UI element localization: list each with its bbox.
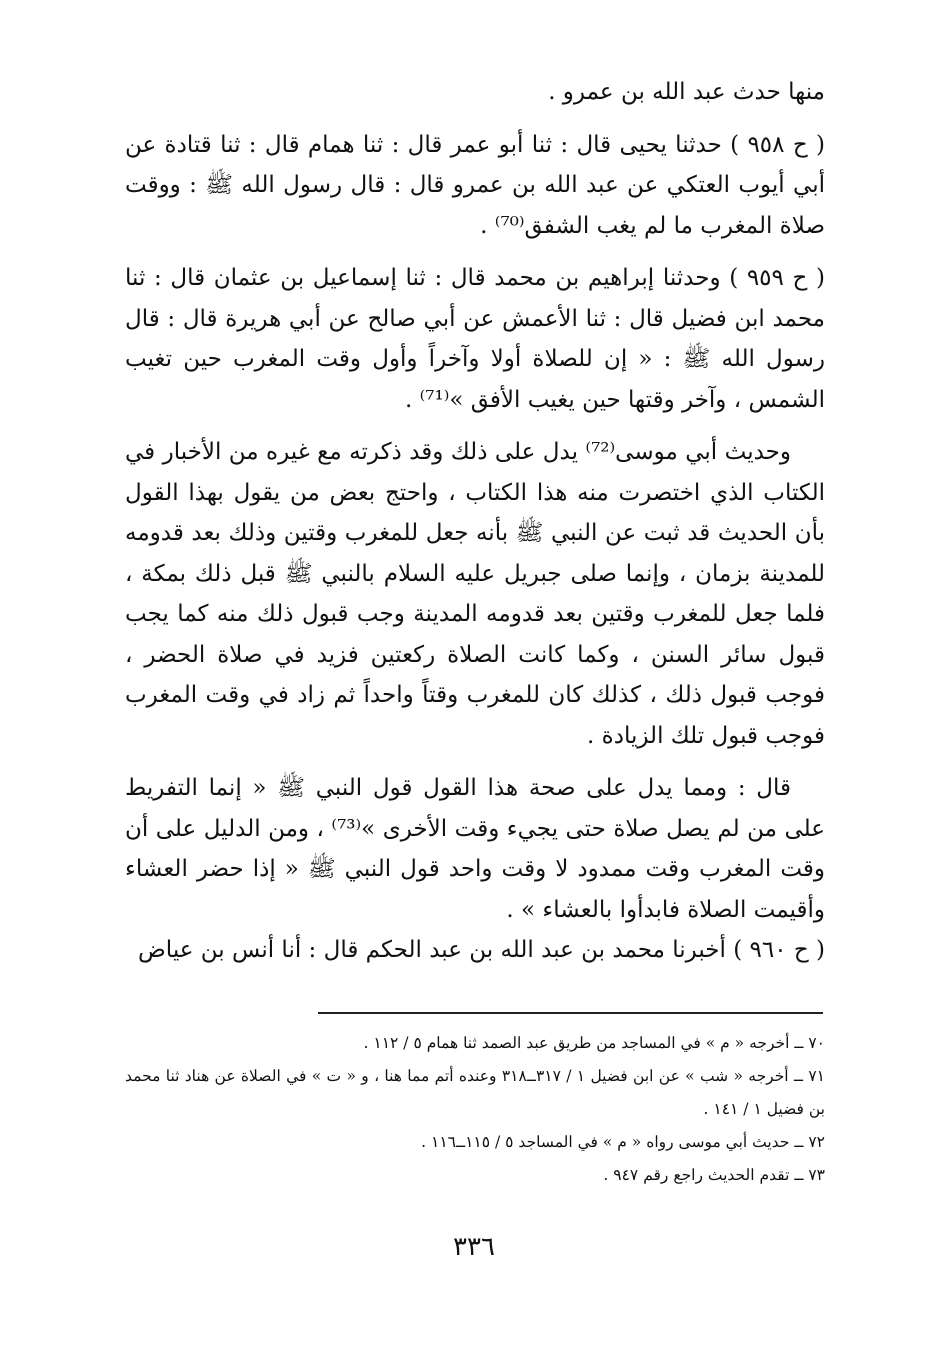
paragraph-intro: منها حدث عبد الله بن عمرو . [548, 79, 825, 105]
footnote-70: ٧٠ ــ أخرجه « م » في المساجد من طريق عبد الصمد ثنا همام ٥ / ١١٢ . [363, 1034, 825, 1052]
paragraph-hadith-960: ( ح ٩٦٠ ) أخبرنا محمد بن عبد الله بن عبد الحكم قال : أنا أنس بن عياض [138, 937, 825, 963]
footnote-72: ٧٢ ــ حديث أبي موسى رواه « م » في المساجد ٥ / ١١٥ــ١١٦ . [421, 1133, 825, 1151]
paragraph-evidence: قال : ومما يدل على صحة هذا القول قول النبي ﷺ « إنما التفريط على من لم يصل صلاة حتى يجيء وقت الأخرى »⁽⁷³⁾ ، ومن الدليل على أن وقت المغرب وقت ممدود لا وقت واحد قول النبي ﷺ « إذا حضر العشاء وأقيمت الصلاة فابدأوا بالعشاء » . [125, 775, 825, 923]
footnote-divider [318, 1012, 823, 1014]
footnote-73: ٧٣ ــ تقدم الحديث راجع رقم ٩٤٧ . [603, 1166, 825, 1184]
footnote-71: ٧١ ــ أخرجه « شب » عن ابن فضيل ١ / ٣١٧ــ٣١٨ وعنده أتم مما هنا ، و « ت » في الصلاة عن هناد ثنا محمد بن فضيل ١ / ١٤١ . [125, 1067, 825, 1118]
paragraph-hadith-958: ( ح ٩٥٨ ) حدثنا يحيى قال : ثنا أبو عمر قال : ثنا همام قال : ثنا قتادة عن أبي أيوب العتكي عن عبد الله بن عمرو قال : قال رسول الله ﷺ : ووقت صلاة المغرب ما لم يغب الشفق⁽⁷⁰⁾ . [125, 131, 825, 239]
main-text [125, 72, 825, 971]
page-number: ٣٣٦ [453, 1232, 495, 1262]
paragraph-hadith-959: ( ح ٩٥٩ ) وحدثنا إبراهيم بن محمد قال : ثنا إسماعيل بن عثمان قال : ثنا محمد ابن فضيل قال : ثنا الأعمش عن أبي صالح عن أبي هريرة قال : قال رسول الله ﷺ : « إن للصلاة أولا وآخراً وأول وقت المغرب حين تغيب الشمس ، وآخر وقتها حين يغيب الأفق »⁽⁷¹⁾ . [125, 265, 825, 413]
paragraph-abu-musa: وحديث أبي موسى⁽⁷²⁾ يدل على ذلك وقد ذكرته مع غيره من الأخبار في الكتاب الذي اختصرت منه هذا الكتاب ، واحتج بعض من يقول بهذا القول بأن الحديث قد ثبت عن النبي ﷺ بأنه جعل للمغرب وقتين وذلك بعد قدومه للمدينة بزمان ، وإنما صلى جبريل عليه السلام بالنبي ﷺ قبل ذلك بمكة ، فلما جعل للمغرب وقتين بعد قدومه المدينة وجب قبول ذلك منه كما يجب قبول سائر السنن ، وكما كانت الصلاة ركعتين فزيد في صلاة الحضر ، فوجب قبول ذلك ، كذلك كان للمغرب وقتاً واحداً ثم زاد في وقت المغرب فوجب قبول تلك الزيادة . [125, 439, 825, 749]
footnotes [125, 1027, 825, 1192]
